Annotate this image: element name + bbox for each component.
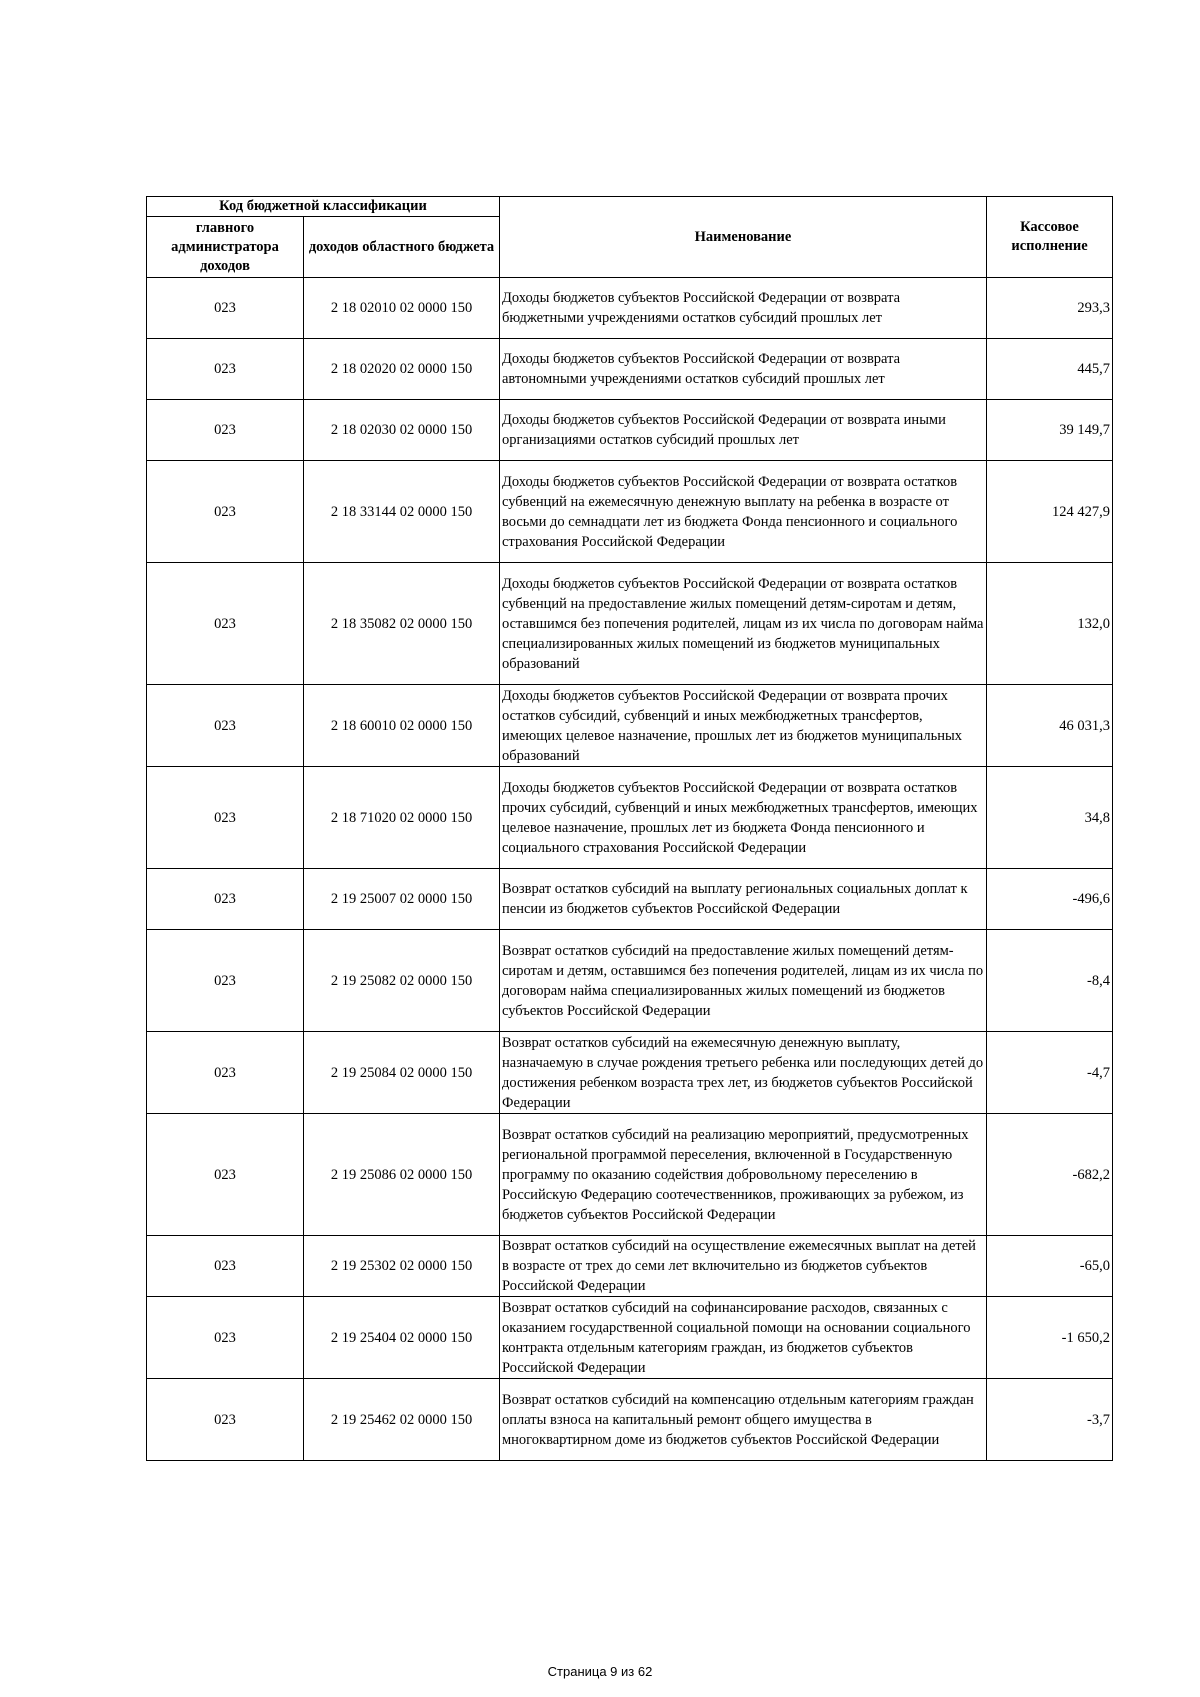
admin-code-cell: 023 bbox=[147, 1032, 304, 1114]
admin-code-cell: 023 bbox=[147, 461, 304, 563]
admin-code-cell: 023 bbox=[147, 869, 304, 930]
table-row bbox=[147, 400, 1113, 461]
name-cell: Доходы бюджетов субъектов Российской Федерации от возврата иными организациями остатков субсидий прошлых лет bbox=[500, 400, 987, 461]
amount-cell: -8,4 bbox=[987, 930, 1113, 1032]
income-code-cell: 2 19 25302 02 0000 150 bbox=[304, 1236, 500, 1297]
group-header-classification: Код бюджетной классификации bbox=[147, 197, 500, 217]
amount-cell: -65,0 bbox=[987, 1236, 1113, 1297]
admin-code-cell: 023 bbox=[147, 685, 304, 767]
income-code-cell: 2 19 25086 02 0000 150 bbox=[304, 1114, 500, 1236]
amount-cell: 124 427,9 bbox=[987, 461, 1113, 563]
name-cell: Доходы бюджетов субъектов Российской Федерации от возврата остатков прочих субсидий, субвенций и иных межбюджетных трансфертов, имеющих целевое назначение, прошлых лет из бюджета Фонда пенсионного и социального страхования Российской Федерации bbox=[500, 767, 987, 869]
column-header-amount: Кассовое исполнение bbox=[987, 197, 1113, 278]
table-row bbox=[147, 563, 1113, 685]
admin-code-cell: 023 bbox=[147, 563, 304, 685]
name-cell: Возврат остатков субсидий на осуществление ежемесячных выплат на детей в возрасте от трех до семи лет включительно из бюджетов субъектов Российской Федерации bbox=[500, 1236, 987, 1297]
page-number: Страница 9 из 62 bbox=[547, 1664, 653, 1679]
name-cell: Возврат остатков субсидий на реализацию мероприятий, предусмотренных региональной программой переселения, включенной в Государственную программу по оказанию содействия добровольному переселению в Российскую Федерацию соотечественников, проживающих за рубежом, из бюджетов субъектов Российской Федерации bbox=[500, 1114, 987, 1236]
admin-code-cell: 023 bbox=[147, 1379, 304, 1461]
column-header-admin: главного администратора доходов bbox=[147, 217, 304, 278]
name-cell: Доходы бюджетов субъектов Российской Федерации от возврата бюджетными учреждениями остатков субсидий прошлых лет bbox=[500, 278, 987, 339]
income-code-cell: 2 19 25404 02 0000 150 bbox=[304, 1297, 500, 1379]
amount-cell: 132,0 bbox=[987, 563, 1113, 685]
income-code-cell: 2 18 35082 02 0000 150 bbox=[304, 563, 500, 685]
admin-code-cell: 023 bbox=[147, 278, 304, 339]
name-cell: Доходы бюджетов субъектов Российской Федерации от возврата автономными учреждениями остатков субсидий прошлых лет bbox=[500, 339, 987, 400]
table-row bbox=[147, 1114, 1113, 1236]
admin-code-cell: 023 bbox=[147, 1236, 304, 1297]
income-code-cell: 2 18 71020 02 0000 150 bbox=[304, 767, 500, 869]
income-code-cell: 2 19 25084 02 0000 150 bbox=[304, 1032, 500, 1114]
table-row bbox=[147, 1379, 1113, 1461]
admin-code-cell: 023 bbox=[147, 767, 304, 869]
name-cell: Доходы бюджетов субъектов Российской Федерации от возврата прочих остатков субсидий, субвенций и иных межбюджетных трансфертов, имеющих целевое назначение, прошлых лет из бюджетов муниципальных образований bbox=[500, 685, 987, 767]
income-code-cell: 2 18 02030 02 0000 150 bbox=[304, 400, 500, 461]
amount-cell: 46 031,3 bbox=[987, 685, 1113, 767]
amount-cell: -682,2 bbox=[987, 1114, 1113, 1236]
name-cell: Возврат остатков субсидий на компенсацию отдельным категориям граждан оплаты взноса на капитальный ремонт общего имущества в многоквартирном доме из бюджетов субъектов Российской Федерации bbox=[500, 1379, 987, 1461]
income-code-cell: 2 18 02010 02 0000 150 bbox=[304, 278, 500, 339]
income-code-cell: 2 18 60010 02 0000 150 bbox=[304, 685, 500, 767]
admin-code-cell: 023 bbox=[147, 1114, 304, 1236]
income-code-cell: 2 18 02020 02 0000 150 bbox=[304, 339, 500, 400]
name-cell: Возврат остатков субсидий на ежемесячную денежную выплату, назначаемую в случае рождения третьего ребенка или последующих детей до достижения ребенком возраста трех лет, из бюджетов субъектов Российской Федерации bbox=[500, 1032, 987, 1114]
table-row bbox=[147, 869, 1113, 930]
table-row bbox=[147, 1236, 1113, 1297]
column-header-income: доходов областного бюджета bbox=[304, 217, 500, 278]
table-row bbox=[147, 1297, 1113, 1379]
name-cell: Возврат остатков субсидий на софинансирование расходов, связанных с оказанием государственной социальной помощи на основании социального контракта отдельным категориям граждан, из бюджетов субъектов Российской Федерации bbox=[500, 1297, 987, 1379]
amount-cell: -496,6 bbox=[987, 869, 1113, 930]
name-cell: Возврат остатков субсидий на выплату региональных социальных доплат к пенсии из бюджетов субъектов Российской Федерации bbox=[500, 869, 987, 930]
name-cell: Возврат остатков субсидий на предоставление жилых помещений детям-сиротам и детям, оставшимся без попечения родителей, лицам из их числа по договорам найма специализированных жилых помещений из бюджетов субъектов Российской Федерации bbox=[500, 930, 987, 1032]
admin-code-cell: 023 bbox=[147, 400, 304, 461]
budget-revenue-table bbox=[146, 196, 1113, 1461]
table-row bbox=[147, 339, 1113, 400]
amount-cell: -4,7 bbox=[987, 1032, 1113, 1114]
name-cell: Доходы бюджетов субъектов Российской Федерации от возврата остатков субвенций на предоставление жилых помещений детям-сиротам и детям, оставшимся без попечения родителей, лицам из их числа по договорам найма специализированных жилых помещений из бюджетов муниципальных образований bbox=[500, 563, 987, 685]
amount-cell: 34,8 bbox=[987, 767, 1113, 869]
name-cell: Доходы бюджетов субъектов Российской Федерации от возврата остатков субвенций на ежемесячную денежную выплату на ребенка в возрасте от восьми до семнадцати лет из бюджета Фонда пенсионного и социального страхования Российской Федерации bbox=[500, 461, 987, 563]
income-code-cell: 2 19 25082 02 0000 150 bbox=[304, 930, 500, 1032]
income-code-cell: 2 19 25462 02 0000 150 bbox=[304, 1379, 500, 1461]
amount-cell: -1 650,2 bbox=[987, 1297, 1113, 1379]
amount-cell: 445,7 bbox=[987, 339, 1113, 400]
table-row bbox=[147, 685, 1113, 767]
table-row bbox=[147, 278, 1113, 339]
amount-cell: -3,7 bbox=[987, 1379, 1113, 1461]
table-row bbox=[147, 1032, 1113, 1114]
amount-cell: 293,3 bbox=[987, 278, 1113, 339]
table-row bbox=[147, 767, 1113, 869]
table-row bbox=[147, 930, 1113, 1032]
table-row bbox=[147, 461, 1113, 563]
admin-code-cell: 023 bbox=[147, 930, 304, 1032]
admin-code-cell: 023 bbox=[147, 339, 304, 400]
admin-code-cell: 023 bbox=[147, 1297, 304, 1379]
column-header-name: Наименование bbox=[500, 197, 987, 278]
table-body bbox=[147, 278, 1113, 1461]
income-code-cell: 2 18 33144 02 0000 150 bbox=[304, 461, 500, 563]
amount-cell: 39 149,7 bbox=[987, 400, 1113, 461]
income-code-cell: 2 19 25007 02 0000 150 bbox=[304, 869, 500, 930]
